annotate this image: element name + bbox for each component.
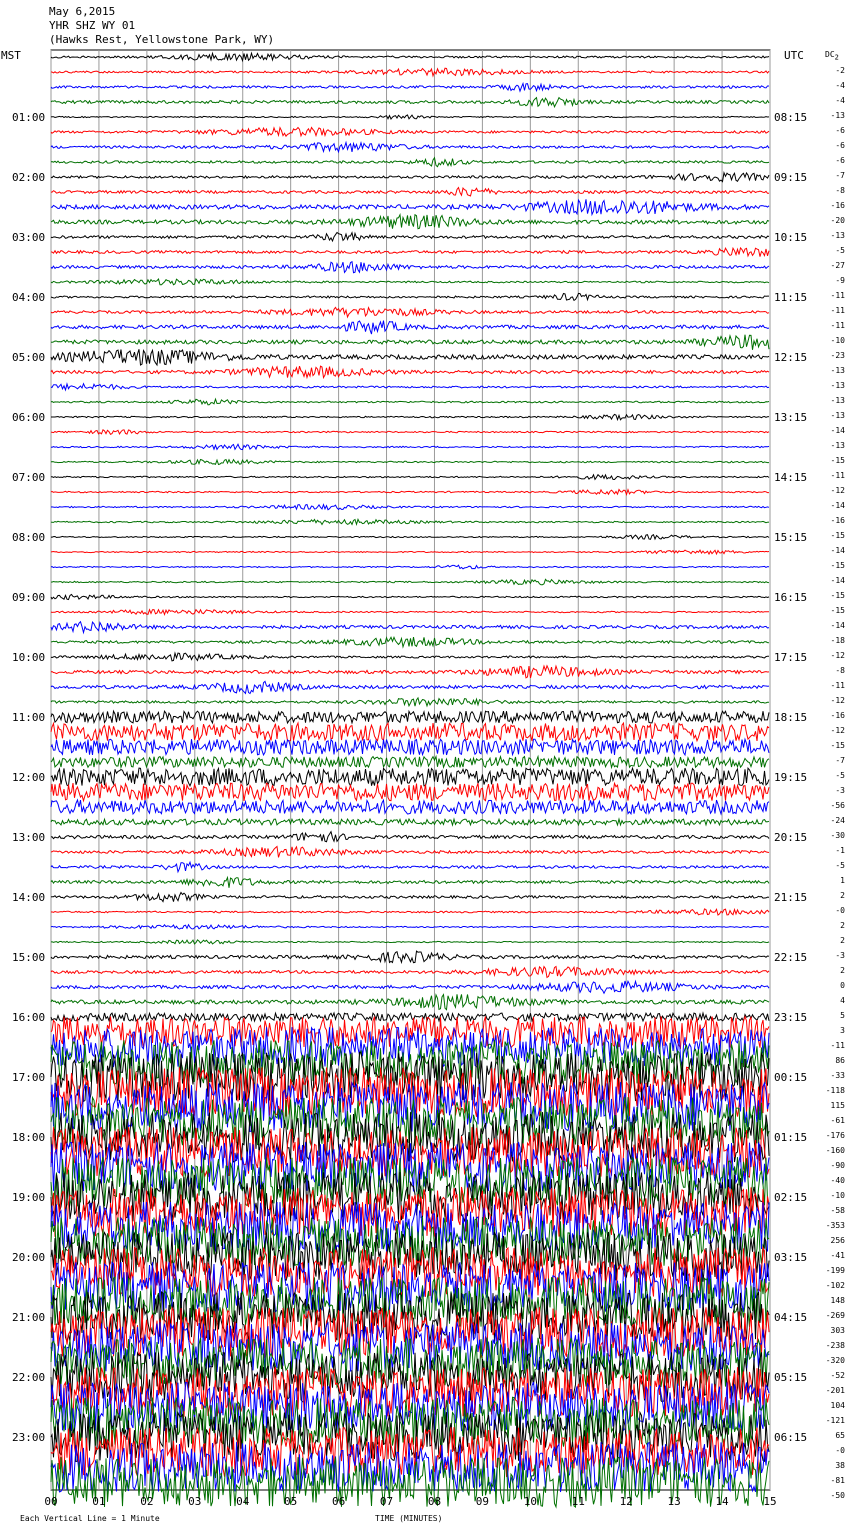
trace-line: [51, 321, 769, 335]
dc-offset-value: -23: [830, 351, 845, 360]
trace-line: [51, 579, 769, 585]
minute-tick-label: 00: [44, 1495, 58, 1508]
dc-offset-value: -176: [825, 1131, 845, 1140]
dc-offset-value: -13: [830, 411, 845, 420]
trace-line: [51, 349, 769, 365]
mst-hour-label: 08:00: [12, 531, 46, 544]
dc-offset-value: 5: [840, 1011, 845, 1020]
utc-hour-label: 08:15: [774, 111, 808, 124]
trace-line: [51, 115, 769, 119]
dc-axis-label: $DC_2$: [825, 50, 839, 62]
dc-offset-value: -6: [835, 141, 845, 150]
utc-hour-label: 06:15: [774, 1431, 808, 1444]
trace-line: [51, 757, 769, 768]
utc-hour-label: 21:15: [774, 891, 808, 904]
mst-hour-label: 10:00: [12, 651, 46, 664]
dc-offset-value: -5: [835, 771, 845, 780]
dc-offset-value: -199: [825, 1266, 845, 1275]
dc-offset-value: -8: [835, 186, 845, 195]
dc-offset-value: -50: [830, 1491, 845, 1500]
dc-offset-value: -11: [830, 306, 845, 315]
trace-line: [51, 199, 769, 214]
trace-line: [51, 967, 769, 978]
trace-line: [51, 475, 769, 480]
trace-line: [51, 84, 769, 92]
trace-line: [51, 666, 769, 678]
dc-offset-value: -1: [835, 846, 845, 855]
dc-offset-value: -14: [830, 576, 845, 585]
minute-tick-label: 09: [475, 1495, 490, 1508]
mst-hour-label: 09:00: [12, 591, 46, 604]
dc-offset-value: -27: [830, 261, 845, 270]
mst-hour-label: 03:00: [12, 231, 46, 244]
trace-line: [51, 565, 769, 569]
trace-line: [51, 262, 769, 273]
mst-hour-label: 13:00: [12, 831, 46, 844]
dc-offset-value: -14: [830, 546, 845, 555]
dc-offset-value: -12: [830, 651, 845, 660]
mst-hour-label: 12:00: [12, 771, 46, 784]
minute-tick-label: 05: [284, 1495, 298, 1508]
trace-line: [51, 711, 769, 723]
mst-hour-label: 22:00: [12, 1371, 46, 1384]
dc-offset-value: 303: [830, 1326, 845, 1335]
trace-line: [51, 293, 769, 300]
dc-offset-value: -11: [830, 1041, 845, 1050]
utc-hour-label: 23:15: [774, 1011, 808, 1024]
minute-tick-label: 06: [331, 1495, 346, 1508]
minute-tick-labels: [44, 1495, 776, 1508]
utc-hour-label: 13:15: [774, 411, 808, 424]
trace-line: [51, 158, 769, 167]
dc-offset-value: -353: [825, 1221, 845, 1230]
mst-hour-label: 15:00: [12, 951, 46, 964]
utc-hour-label: 12:15: [774, 351, 808, 364]
dc-offset-value: -10: [830, 336, 845, 345]
trace-line: [51, 128, 769, 137]
dc-offset-value: -4: [835, 81, 845, 90]
dc-offset-value: -10: [830, 1191, 845, 1200]
trace-line: [51, 909, 769, 915]
mst-hour-label: 21:00: [12, 1311, 46, 1324]
trace-line: [51, 490, 769, 495]
mst-hour-label: 16:00: [12, 1011, 46, 1024]
mst-hour-label: 07:00: [12, 471, 46, 484]
trace-line: [51, 505, 769, 510]
utc-hour-labels: [774, 111, 807, 1444]
dc-offset-value: -81: [830, 1476, 845, 1485]
trace-line: [51, 384, 769, 390]
trace-line: [51, 307, 769, 317]
utc-hour-label: 11:15: [774, 291, 808, 304]
dc-offset-value: -20: [830, 216, 845, 225]
mst-hour-label: 06:00: [12, 411, 46, 424]
dc-offset-value: -13: [830, 396, 845, 405]
station-location: (Hawks Rest, Yellowstone Park, WY): [49, 33, 275, 46]
dc-offset-value: -12: [830, 726, 845, 735]
dc-offset-value: -13: [830, 111, 845, 120]
trace-line: [51, 698, 769, 706]
dc-offset-value: -13: [830, 441, 845, 450]
dc-offset-value: -3: [835, 951, 845, 960]
utc-hour-label: 22:15: [774, 951, 808, 964]
dc-offset-value: -0: [835, 1446, 845, 1455]
dc-offset-value: -320: [825, 1356, 845, 1365]
dc-offset-value: 2: [840, 891, 845, 900]
trace-line: [51, 143, 769, 152]
trace-line: [51, 279, 769, 285]
utc-hour-label: 05:15: [774, 1371, 808, 1384]
dc-offset-value: -12: [830, 486, 845, 495]
trace-line: [51, 98, 769, 107]
dc-offset-value: -14: [830, 501, 845, 510]
utc-hour-label: 17:15: [774, 651, 808, 664]
minute-tick-label: 14: [715, 1495, 729, 1508]
trace-line: [51, 399, 769, 405]
trace-line: [51, 768, 769, 786]
dc-offset-value: -13: [830, 366, 845, 375]
minute-tick-label: 08: [427, 1495, 442, 1508]
minute-tick-label: 11: [571, 1495, 585, 1508]
trace-line: [51, 248, 769, 257]
dc-offset-value: -13: [830, 231, 845, 240]
dc-offset-value: -0: [835, 906, 845, 915]
trace-line: [51, 594, 769, 599]
minute-tick-label: 10: [523, 1495, 537, 1508]
dc-offset-value: -16: [830, 711, 845, 720]
trace-line: [51, 951, 769, 963]
dc-offset-value: 38: [835, 1461, 845, 1470]
dc-offset-value: 86: [835, 1056, 845, 1065]
utc-hour-label: 00:15: [774, 1071, 808, 1084]
minute-tick-label: 01: [92, 1495, 106, 1508]
dc-offset-value: -5: [835, 246, 845, 255]
trace-line: [51, 215, 769, 229]
trace-line: [51, 723, 769, 741]
trace-line: [51, 783, 769, 801]
utc-hour-label: 03:15: [774, 1251, 808, 1264]
dc-offset-value: -269: [825, 1311, 845, 1320]
utc-hour-label: 02:15: [774, 1191, 808, 1204]
dc-offset-value: -14: [830, 621, 845, 630]
dc-offset-value: -4: [835, 96, 845, 105]
trace-line: [51, 681, 769, 693]
trace-line: [51, 460, 769, 465]
trace-line: [51, 819, 769, 825]
mst-hour-label: 14:00: [12, 891, 46, 904]
utc-hour-label: 04:15: [774, 1311, 808, 1324]
dc-offset-value: -121: [825, 1416, 845, 1425]
trace-line: [51, 893, 769, 902]
mst-axis-label: MST: [1, 49, 21, 62]
mst-hour-label: 04:00: [12, 291, 46, 304]
trace-line: [51, 430, 769, 435]
trace-line: [51, 832, 769, 842]
dc-offset-value: -15: [830, 456, 845, 465]
dc-offset-value: 2: [840, 936, 845, 945]
trace-line: [51, 68, 769, 76]
dc-offset-value: 2: [840, 921, 845, 930]
trace-line: [51, 622, 769, 633]
dc-offset-value: -16: [830, 201, 845, 210]
dc-offset-value: -61: [830, 1116, 845, 1125]
dc-offset-value: -15: [830, 531, 845, 540]
trace-line: [51, 550, 769, 554]
utc-hour-label: 19:15: [774, 771, 808, 784]
dc-offset-value: 3: [840, 1026, 845, 1035]
dc-offset-value: -8: [835, 666, 845, 675]
minute-tick-label: 13: [667, 1495, 681, 1508]
dc-offset-value: -56: [830, 801, 845, 810]
trace-line: [51, 981, 769, 993]
trace-line: [51, 994, 769, 1009]
dc-offset-value: -15: [830, 591, 845, 600]
mst-hour-label: 05:00: [12, 351, 46, 364]
trace-line: [51, 335, 769, 350]
dc-offset-value: -11: [830, 681, 845, 690]
dc-offset-value: -9: [835, 276, 845, 285]
trace-line: [51, 188, 769, 196]
mst-hour-label: 02:00: [12, 171, 46, 184]
minute-tick-label: 02: [140, 1495, 154, 1508]
dc-offset-value: -30: [830, 831, 845, 840]
dc-offset-value: 0: [840, 981, 845, 990]
dc-offset-value: -201: [825, 1386, 845, 1395]
utc-hour-label: 20:15: [774, 831, 808, 844]
utc-hour-label: 15:15: [774, 531, 808, 544]
minute-tick-label: 15: [763, 1495, 777, 1508]
utc-hour-label: 09:15: [774, 171, 808, 184]
dc-offset-value: -58: [830, 1206, 845, 1215]
dc-offset-value: 148: [830, 1296, 845, 1305]
minute-tick-label: 12: [619, 1495, 633, 1508]
dc-offset-labels: [826, 66, 845, 1500]
dc-offset-value: -41: [830, 1251, 845, 1260]
mst-hour-label: 23:00: [12, 1431, 46, 1444]
dc-offset-value: -52: [830, 1371, 845, 1380]
dc-offset-value: 4: [840, 996, 845, 1005]
mst-hour-label: 11:00: [12, 711, 46, 724]
dc-offset-value: -160: [825, 1146, 845, 1155]
trace-line: [51, 800, 769, 814]
mst-hour-label: 18:00: [12, 1131, 46, 1144]
trace-line: [51, 739, 769, 755]
dc-offset-value: -7: [835, 756, 845, 765]
dc-offset-value: 65: [835, 1431, 845, 1440]
dc-offset-value: 1: [840, 876, 845, 885]
trace-line: [51, 862, 769, 872]
dc-offset-value: 256: [830, 1236, 845, 1245]
mst-hour-label: 19:00: [12, 1191, 46, 1204]
x-axis-title: TIME (MINUTES): [375, 1514, 443, 1523]
dc-offset-value: -16: [830, 516, 845, 525]
trace-line: [51, 925, 769, 929]
station-code: YHR SHZ WY 01: [49, 19, 136, 32]
trace-line: [51, 173, 769, 182]
trace-line: [51, 637, 769, 647]
dc-offset-value: -33: [830, 1071, 845, 1080]
dc-offset-value: -12: [830, 696, 845, 705]
utc-axis-label: UTC: [784, 49, 804, 62]
trace-line: [51, 610, 769, 615]
dc-offset-value: -15: [830, 741, 845, 750]
trace-line: [51, 847, 769, 858]
trace-line: [51, 444, 769, 449]
trace-line: [51, 519, 769, 524]
dc-offset-value: -13: [830, 381, 845, 390]
chart-date: May 6,2015: [49, 5, 116, 18]
dc-offset-value: -40: [830, 1176, 845, 1185]
utc-hour-label: 01:15: [774, 1131, 808, 1144]
dc-offset-value: 104: [830, 1401, 845, 1410]
dc-offset-value: -14: [830, 426, 845, 435]
dc-offset-value: -15: [830, 606, 845, 615]
trace-line: [51, 940, 769, 944]
trace-line: [51, 414, 769, 419]
dc-offset-value: -6: [835, 126, 845, 135]
dc-offset-value: -11: [830, 321, 845, 330]
dc-offset-value: -238: [825, 1341, 845, 1350]
seismic-traces: [51, 53, 769, 1507]
utc-hour-label: 18:15: [774, 711, 808, 724]
dc-offset-value: -2: [835, 66, 845, 75]
utc-hour-label: 16:15: [774, 591, 808, 604]
minute-tick-label: 04: [236, 1495, 250, 1508]
dc-offset-value: 2: [840, 966, 845, 975]
trace-line: [51, 53, 769, 60]
trace-line: [51, 535, 769, 540]
mst-hour-labels: [12, 111, 45, 1444]
dc-offset-value: -15: [830, 561, 845, 570]
trace-line: [51, 878, 769, 888]
minute-tick-label: 07: [379, 1495, 394, 1508]
dc-offset-value: 115: [830, 1101, 845, 1110]
trace-line: [51, 653, 769, 661]
trace-line: [51, 233, 769, 242]
dc-offset-value: -3: [835, 786, 845, 795]
dc-offset-value: -6: [835, 156, 845, 165]
dc-offset-value: -118: [825, 1086, 845, 1095]
mst-hour-label: 17:00: [12, 1071, 46, 1084]
mst-hour-label: 20:00: [12, 1251, 46, 1264]
minute-tick-label: 03: [188, 1495, 202, 1508]
footer-note: Each Vertical Line = 1 Minute: [20, 1514, 160, 1523]
mst-hour-label: 01:00: [12, 111, 46, 124]
dc-offset-value: -24: [830, 816, 845, 825]
dc-offset-value: -18: [830, 636, 845, 645]
dc-offset-value: -5: [835, 861, 845, 870]
dc-offset-value: -11: [830, 471, 845, 480]
trace-line: [51, 366, 769, 378]
dc-offset-value: -90: [830, 1161, 845, 1170]
dc-offset-value: -7: [835, 171, 845, 180]
utc-hour-label: 10:15: [774, 231, 808, 244]
utc-hour-label: 14:15: [774, 471, 808, 484]
dc-offset-value: -102: [825, 1281, 845, 1290]
dc-offset-value: -11: [830, 291, 845, 300]
